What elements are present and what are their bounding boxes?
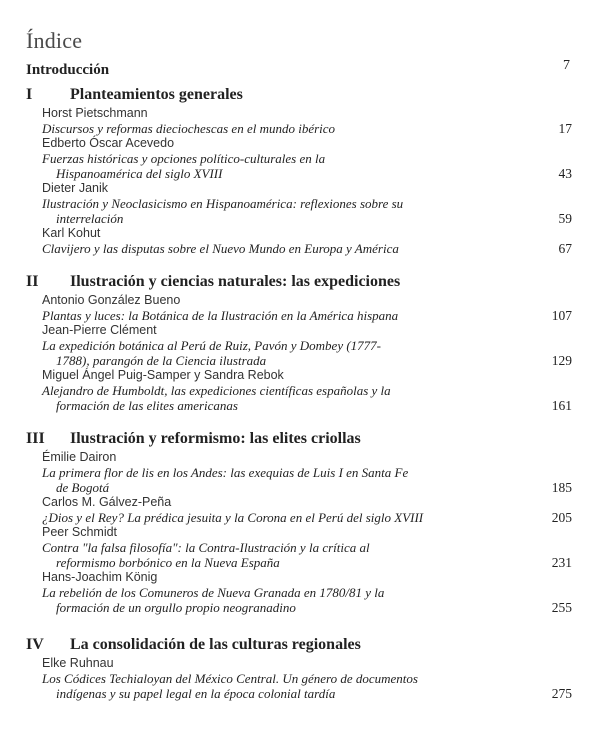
toc-entry[interactable] xyxy=(42,570,572,615)
intro-page-number: 7 xyxy=(563,58,570,73)
entry-page-number: 185 xyxy=(551,480,572,495)
toc-entry[interactable] xyxy=(42,495,572,525)
entry-author: Edberto Óscar Acevedo xyxy=(42,136,175,150)
entry-title xyxy=(42,121,512,136)
section-number: III xyxy=(26,430,45,447)
entry-title-line: 1788), parangón de la Ciencia ilustrada xyxy=(56,353,267,368)
section-title: Ilustración y ciencias naturales: las expediciones xyxy=(70,273,401,290)
toc-entry[interactable] xyxy=(42,450,572,495)
entry-page-number: 17 xyxy=(558,121,572,136)
toc-entry[interactable] xyxy=(42,226,572,256)
entry-title xyxy=(42,196,512,226)
entry-title-line: Hispanoamérica del siglo XVIII xyxy=(56,166,223,181)
section-number: IV xyxy=(26,636,44,653)
entry-title-line: ¿Dios y el Rey? La prédica jesuita y la Corona en el Perú del siglo XVIII xyxy=(42,510,424,525)
entry-title xyxy=(42,465,512,495)
entry-author: Horst Pietschmann xyxy=(42,106,148,120)
section-heading xyxy=(0,636,600,656)
entry-page-number: 43 xyxy=(558,166,572,181)
entry-title-line: formación de un orgullo propio neogranadino xyxy=(56,600,296,615)
entry-page-number: 255 xyxy=(551,600,572,615)
toc-entry[interactable] xyxy=(42,525,572,570)
entry-author: Jean-Pierre Clément xyxy=(42,323,157,337)
section-title: Planteamientos generales xyxy=(70,86,243,103)
entry-title-line: formación de las elites americanas xyxy=(56,398,238,413)
section-3 xyxy=(0,430,600,615)
entry-title-line: reformismo borbónico en la Nueva España xyxy=(56,555,280,570)
entry-title xyxy=(42,510,512,525)
entry-page-number: 67 xyxy=(558,241,572,256)
section-heading xyxy=(0,430,600,450)
section-2 xyxy=(0,273,600,413)
entry-title-line: interrelación xyxy=(56,211,124,226)
entry-author: Karl Kohut xyxy=(42,226,101,240)
toc-entry[interactable] xyxy=(42,323,572,368)
entry-title-line: Clavijero y las disputas sobre el Nuevo Mundo en Europa y América xyxy=(42,241,399,256)
entry-title-line: Fuerzas históricas y opciones político-culturales en la xyxy=(42,151,326,166)
entry-title xyxy=(42,241,512,256)
entry-title xyxy=(42,383,512,413)
entry-title xyxy=(42,151,512,181)
intro-label: Introducción xyxy=(26,62,110,78)
entry-title-line: Discursos y reformas dieciochescas en el mundo ibérico xyxy=(42,121,336,136)
entry-page-number: 275 xyxy=(551,686,572,701)
entry-title-line: La primera flor de lis en los Andes: las exequias de Luis I en Santa Fe xyxy=(42,465,409,480)
toc-entry[interactable] xyxy=(42,136,572,181)
entry-title-line: La expedición botánica al Perú de Ruiz, Pavón y Dombey (1777- xyxy=(42,338,381,353)
entry-title-line: Ilustración y Neoclasicismo en Hispanoamérica: reflexiones sobre su xyxy=(42,196,404,211)
entry-title-line: Plantas y luces: la Botánica de la Ilustración en la América hispana xyxy=(42,308,399,323)
entry-author: Antonio González Bueno xyxy=(42,293,181,307)
section-number: II xyxy=(26,273,39,290)
toc-entry[interactable] xyxy=(42,368,572,413)
section-4 xyxy=(0,636,600,701)
entry-title-line: Los Códices Techialoyan del México Central. Un género de documentos xyxy=(42,671,418,686)
entry-author: Dieter Janik xyxy=(42,181,108,195)
toc-entry[interactable] xyxy=(42,656,572,701)
entry-title xyxy=(42,671,512,701)
entry-page-number: 107 xyxy=(551,308,572,323)
section-heading xyxy=(0,86,600,106)
entry-title xyxy=(42,585,512,615)
entry-author: Elke Ruhnau xyxy=(42,656,114,670)
entry-title-line: Contra "la falsa filosofía": la Contra-Ilustración y la crítica al xyxy=(42,540,370,555)
entry-title xyxy=(42,308,512,323)
page-title: Índice xyxy=(26,28,83,53)
section-1 xyxy=(0,86,600,256)
toc-entry[interactable] xyxy=(42,293,572,323)
entry-author: Hans-Joachim König xyxy=(42,570,158,584)
entry-page-number: 231 xyxy=(551,555,572,570)
section-number: I xyxy=(26,86,33,103)
entry-title xyxy=(42,540,512,570)
entry-page-number: 205 xyxy=(551,510,572,525)
entry-page-number: 129 xyxy=(551,353,572,368)
entry-title-line: Alejandro de Humboldt, las expediciones científicas españolas y la xyxy=(42,383,391,398)
entry-title-line: La rebelión de los Comuneros de Nueva Granada en 1780/81 y la xyxy=(42,585,385,600)
toc-entry[interactable] xyxy=(42,106,572,136)
entry-author: Peer Schmidt xyxy=(42,525,118,539)
section-heading xyxy=(0,273,600,293)
entry-author: Émilie Dairon xyxy=(42,450,117,464)
entry-page-number: 59 xyxy=(558,211,572,226)
entry-title xyxy=(42,338,512,368)
entry-title-line: de Bogotá xyxy=(56,480,110,495)
entry-title-line: indígenas y su papel legal en la época colonial tardía xyxy=(56,686,336,701)
entry-page-number: 161 xyxy=(551,398,572,413)
entry-author: Carlos M. Gálvez-Peña xyxy=(42,495,172,509)
entry-author: Miguel Ángel Puig-Samper y Sandra Rebok xyxy=(42,368,284,382)
section-title: La consolidación de las culturas regionales xyxy=(70,636,361,653)
toc-entry[interactable] xyxy=(42,181,572,226)
section-title: Ilustración y reformismo: las elites criollas xyxy=(70,430,361,447)
